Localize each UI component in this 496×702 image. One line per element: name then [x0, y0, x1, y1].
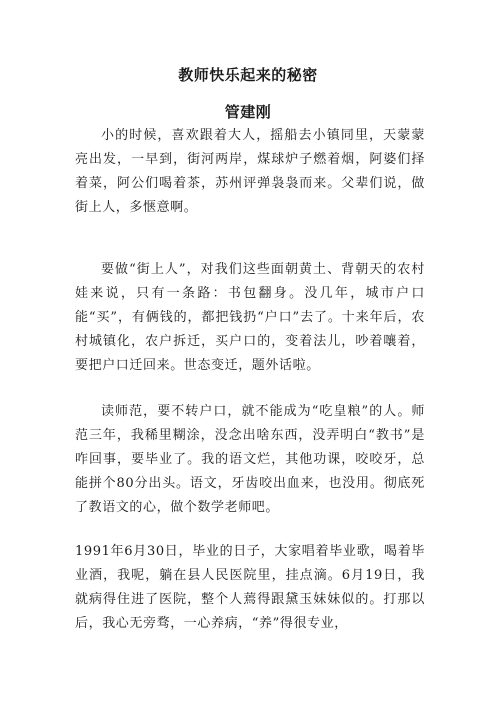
paragraph-4: 1991年6月30日，毕业的日子，大家唱着毕业歌，喝着毕业酒，我呢，躺在县人民医院里，挂点滴。6月19日，我就病得住进了医院，整个人蔫得跟黛玉妹妹似的。打那以后，我心无旁骛，一心养病，“养”得很专业， [75, 544, 425, 631]
paragraph-2: 要做“街上人”，对我们这些面朝黄土、背朝天的农村娃来说，只有一条路：书包翻身。没几年，城市户口能“买”，有俩钱的，都把钱扔“户口”去了。十来年后，农村城镇化，农户拆迁，买户口的，变着法儿，吵着嚷着，要把户口迁回来。世态变迁，题外话啦。 [75, 262, 425, 373]
document-author: 管建刚 [224, 103, 272, 121]
paragraph-3: 读师范，要不转户口，就不能成为“吃皇粮”的人。师范三年，我稀里糊涂，没念出啥东西，没弄明白“教书”是咋回事，要毕业了。我的语文烂，其他功课，咬咬牙，总能拼个80分出头。语文，牙齿咬出血来，也没用。彻底死了教语文的心，做个数学老师吧。 [75, 404, 425, 515]
document-title: 教师快乐起来的秘密 [178, 66, 318, 84]
paragraph-1: 小的时候，喜欢跟着大人，摇船去小镇同里，天蒙蒙亮出发，一早到，街河两岸，煤球炉子燃着烟，阿婆们择着菜，阿公们喝着茶，苏州评弹袅袅而来。父辈们说，做街上人，多惬意啊。 [75, 128, 425, 215]
